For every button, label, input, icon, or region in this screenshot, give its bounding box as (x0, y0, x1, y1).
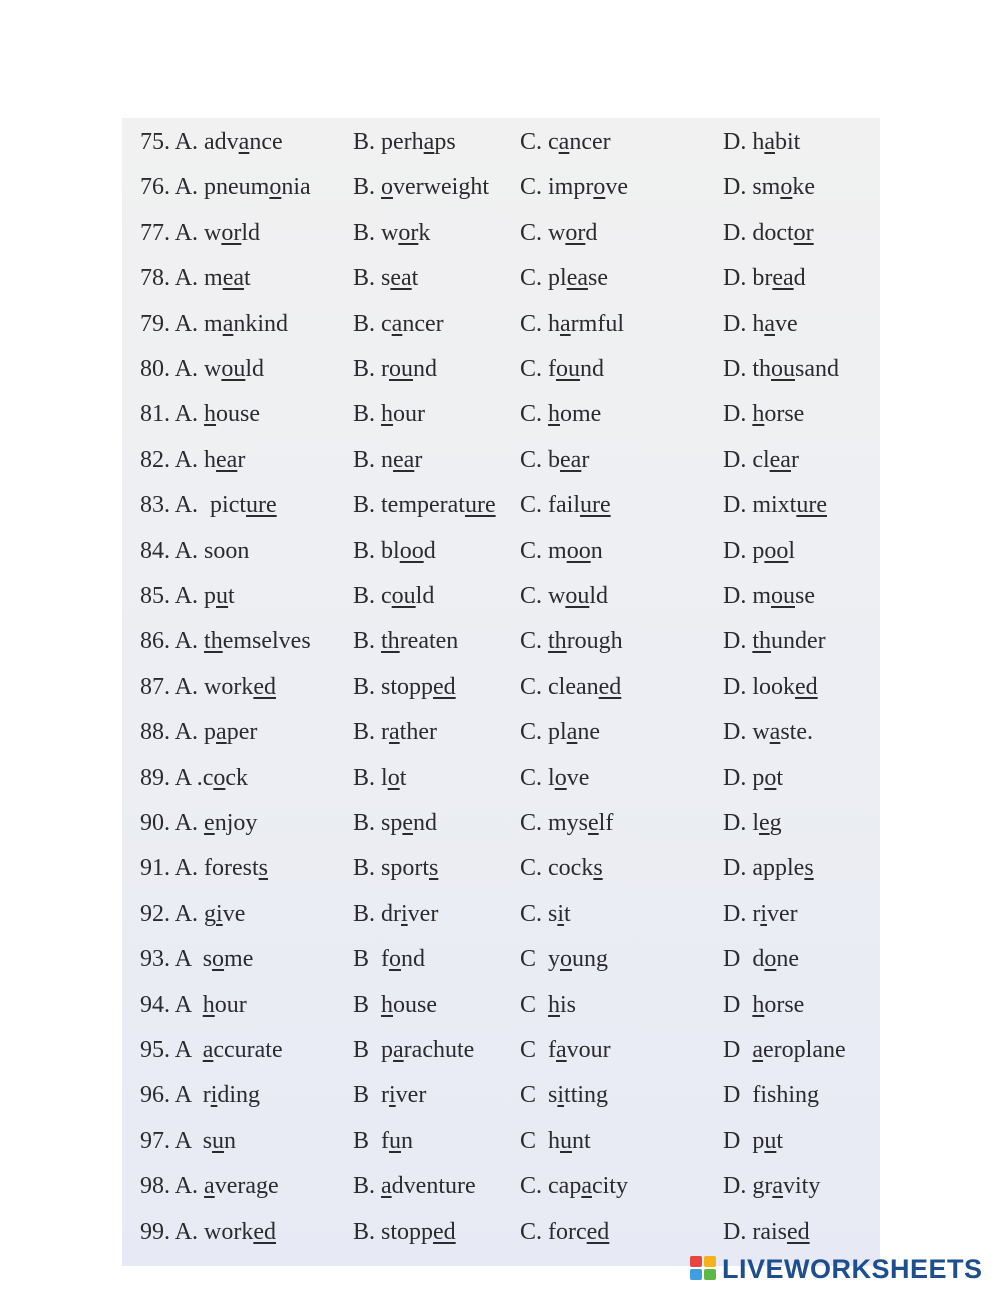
underlined-letters: o (213, 764, 226, 791)
question-number: 87. (140, 673, 175, 700)
underlined-letters: ou (771, 583, 795, 609)
option-d: D. habit (723, 129, 801, 155)
option-c: C his (520, 991, 577, 1018)
option-d: D. thousand (723, 356, 839, 382)
question-row (140, 1030, 900, 1070)
question-number: 96. (140, 1082, 175, 1109)
option-a: 84. A. soon (140, 537, 250, 564)
option-c: C. improve (520, 174, 628, 201)
underlined-letters: a (772, 1173, 783, 1200)
underlined-letters: a (556, 1037, 567, 1063)
underlined-letters: ed (433, 673, 456, 700)
underlined-letters: s (804, 855, 814, 882)
option-a: 87. A. worked (140, 673, 276, 700)
option-b: B. temperature (353, 492, 496, 519)
underlined-letters: oo (764, 537, 789, 564)
option-c: C. capacity (520, 1173, 628, 1200)
underlined-letters: i (557, 1082, 565, 1109)
underlined-letters: th (752, 628, 772, 655)
underlined-letters: i (557, 900, 565, 927)
underlined-letters: th (204, 628, 223, 655)
option-c: C. home (520, 401, 602, 428)
question-number: 76. (140, 174, 175, 201)
underlined-letters: o (389, 946, 401, 973)
option-b: B. could (353, 583, 435, 609)
underlined-letters: s (593, 855, 603, 882)
question-row (140, 531, 900, 571)
option-b: B. cancer (353, 310, 444, 337)
underlined-letters: ea (566, 265, 588, 292)
question-number: 85. (140, 583, 175, 609)
underlined-letters: i (210, 1082, 218, 1109)
underlined-letters: i (401, 900, 408, 927)
underlined-letters: e (588, 810, 599, 836)
underlined-letters: ure (796, 492, 827, 519)
underlined-letters: ou (556, 356, 580, 382)
question-number: 89. (140, 764, 175, 791)
brand-logo (690, 1252, 990, 1286)
underlined-letters: ou (391, 583, 416, 609)
option-d: D aeroplane (723, 1037, 846, 1063)
underlined-letters: oo (399, 537, 424, 564)
underlined-letters: a (769, 719, 781, 746)
option-d: D. pool (723, 537, 796, 564)
option-a: 95. A accurate (140, 1037, 283, 1063)
option-b: B. rather (353, 719, 437, 746)
underlined-letters: h (202, 991, 215, 1018)
underlined-letters: a (202, 1037, 214, 1063)
question-row (140, 349, 900, 389)
option-b: B. overweight (353, 174, 489, 201)
option-d: D. clear (723, 446, 799, 473)
underlined-letters: th (381, 628, 400, 655)
option-b: B parachute (353, 1037, 475, 1063)
question-number: 98. (140, 1173, 175, 1200)
option-a: 98. A. average (140, 1173, 279, 1200)
underlined-letters: a (558, 129, 570, 155)
underlined-letters: u (560, 1127, 573, 1154)
option-c: C favour (520, 1037, 611, 1063)
option-b: B. near (353, 446, 423, 473)
question-number: 90. (140, 810, 175, 836)
underlined-letters: ou (771, 356, 795, 382)
underlined-letters: h (752, 991, 765, 1018)
question-number: 88. (140, 719, 175, 746)
option-c: C. cancer (520, 129, 611, 155)
option-d: D. have (723, 310, 798, 337)
question-row (140, 122, 900, 162)
option-a: 93. A some (140, 946, 254, 973)
underlined-letters: u (216, 583, 229, 609)
option-a: 94. A hour (140, 991, 247, 1018)
question-number: 93. (140, 946, 175, 973)
underlined-letters: o (381, 174, 394, 201)
option-a: 99. A. worked (140, 1218, 276, 1245)
underlined-letters: ou (221, 356, 246, 382)
option-d: D. raised (723, 1218, 810, 1245)
question-row (140, 1166, 900, 1206)
question-row (140, 167, 900, 207)
underlined-letters: ea (772, 265, 794, 292)
question-row (140, 440, 900, 480)
underlined-letters: i (216, 900, 223, 927)
option-d: D. horse (723, 401, 805, 428)
option-d: D. smoke (723, 174, 815, 201)
question-number: 99. (140, 1218, 175, 1245)
option-c: C. failure (520, 492, 611, 519)
underlined-letters: a (389, 719, 400, 746)
option-b: B. threaten (353, 628, 459, 655)
question-number: 83. (140, 492, 175, 519)
option-b: B. spend (353, 810, 438, 836)
underlined-letters: ea (216, 446, 238, 473)
option-d: D fishing (723, 1082, 819, 1109)
option-a: 76. A. pneumonia (140, 174, 311, 201)
question-row (140, 304, 900, 344)
option-c: C. plane (520, 719, 600, 746)
option-d: D. thunder (723, 628, 826, 655)
underlined-letters: ure (464, 492, 496, 519)
option-b: B house (353, 991, 438, 1018)
option-a: 89. A .cock (140, 764, 249, 791)
option-b: B. lot (353, 764, 407, 791)
underlined-letters: o (554, 764, 567, 791)
option-a: 78. A. meat (140, 265, 251, 292)
underlined-letters: ure (580, 492, 611, 519)
option-a: 80. A. would (140, 356, 265, 382)
option-c: C. would (520, 583, 609, 609)
option-b: B. perhaps (353, 129, 456, 155)
underlined-letters: oo (566, 537, 591, 564)
option-c: C. please (520, 265, 608, 292)
option-d: D. apples (723, 855, 814, 882)
option-a: 79. A. mankind (140, 310, 289, 337)
underlined-letters: a (391, 310, 403, 337)
option-d: D. bread (723, 265, 806, 292)
option-d: D. mouse (723, 583, 815, 609)
question-row (140, 394, 900, 434)
option-b: B. blood (353, 537, 436, 564)
question-row (140, 621, 900, 661)
option-c: C. harmful (520, 310, 624, 337)
underlined-letters: or (221, 219, 242, 246)
underlined-letters: h (381, 991, 394, 1018)
question-number: 80. (140, 356, 175, 382)
underlined-letters: o (764, 946, 777, 973)
option-d: D. waste. (723, 719, 813, 746)
underlined-letters: ure (246, 492, 277, 519)
question-row (140, 758, 900, 798)
option-c: C. forced (520, 1218, 610, 1245)
question-row (140, 213, 900, 253)
option-c: C. cleaned (520, 673, 622, 700)
underlined-letters: a (764, 310, 775, 337)
underlined-letters: a (216, 719, 227, 746)
option-c: C. cocks (520, 855, 603, 882)
underlined-letters: o (560, 946, 573, 973)
underlined-letters: h (204, 401, 217, 428)
question-row (140, 712, 900, 752)
option-b: B. stopped (353, 1218, 456, 1245)
option-d: D horse (723, 991, 805, 1018)
underlined-letters: a (566, 719, 578, 746)
question-number: 82. (140, 446, 175, 473)
underlined-letters: a (423, 129, 435, 155)
underlined-letters: e (402, 810, 414, 836)
option-b: B. driver (353, 900, 439, 927)
liveworksheets-logo-icon (690, 1256, 718, 1282)
underlined-letters: a (752, 1037, 763, 1063)
underlined-letters: a (393, 1037, 404, 1063)
underlined-letters: ea (769, 446, 791, 473)
option-c: C. through (520, 628, 623, 655)
underlined-letters: ed (586, 1218, 610, 1245)
question-number: 86. (140, 628, 175, 655)
question-row (140, 803, 900, 843)
underlined-letters: h (548, 991, 561, 1018)
underlined-letters: or (565, 219, 586, 246)
brand-name: LIVEWORKSHEETS (722, 1253, 983, 1284)
underlined-letters: ou (565, 583, 590, 609)
option-b: B. work (353, 219, 431, 246)
underlined-letters: or (398, 219, 419, 246)
underlined-letters: ed (598, 673, 622, 700)
underlined-letters: ou (389, 356, 413, 382)
underlined-letters: h (548, 401, 561, 428)
underlined-letters: o (212, 946, 225, 973)
underlined-letters: h (752, 401, 765, 428)
underlined-letters: ea (222, 265, 244, 292)
option-b: B. stopped (353, 673, 456, 700)
option-b: B. sports (353, 855, 439, 882)
option-d: D. river (723, 900, 798, 927)
option-c: C. love (520, 764, 590, 791)
option-d: D. leg (723, 810, 782, 836)
underlined-letters: a (581, 1173, 592, 1200)
question-row (140, 985, 900, 1025)
option-c: C sitting (520, 1082, 609, 1109)
question-row (140, 258, 900, 298)
question-row (140, 894, 900, 934)
underlined-letters: o (780, 174, 793, 201)
option-c: C. moon (520, 537, 603, 564)
question-number: 75. (140, 129, 175, 155)
option-d: D. mixture (723, 492, 827, 519)
underlined-letters: th (548, 628, 567, 655)
question-number: 94. (140, 991, 175, 1018)
underlined-letters: e (759, 810, 770, 836)
underlined-letters: s (429, 855, 439, 882)
option-d: D put (723, 1127, 784, 1154)
option-c: C. word (520, 219, 598, 246)
question-number: 78. (140, 265, 175, 292)
underlined-letters: a (204, 1173, 215, 1200)
underlined-letters: a (764, 129, 775, 155)
option-a: 85. A. put (140, 583, 235, 609)
question-number: 79. (140, 310, 175, 337)
question-number: 92. (140, 900, 175, 927)
option-c: C. myself (520, 810, 614, 836)
option-b: B. seat (353, 265, 419, 292)
underlined-letters: a (222, 310, 234, 337)
question-row (140, 667, 900, 707)
underlined-letters: ed (253, 673, 276, 700)
option-a: 90. A. enjoy (140, 810, 258, 836)
underlined-letters: e (204, 810, 215, 836)
underlined-letters: h (381, 401, 394, 428)
question-number: 84. (140, 537, 175, 564)
option-a: 97. A sun (140, 1127, 237, 1154)
option-b: B. round (353, 356, 437, 382)
question-row (140, 576, 900, 616)
underlined-letters: a (381, 1173, 392, 1200)
option-a: 75. A. advance (140, 129, 283, 155)
underlined-letters: o (764, 764, 777, 791)
question-number: 91. (140, 855, 175, 882)
underlined-letters: o (269, 174, 282, 201)
option-c: C young (520, 946, 609, 973)
option-a: 83. A. picture (140, 492, 277, 519)
option-d: D. gravity (723, 1173, 821, 1200)
underlined-letters: i (389, 1082, 396, 1109)
option-b: B fond (353, 946, 425, 973)
option-a: 96. A riding (140, 1082, 261, 1109)
underlined-letters: a (560, 310, 571, 337)
option-a: 77. A. world (140, 219, 261, 246)
option-c: C. bear (520, 446, 590, 473)
option-c: C. found (520, 356, 604, 382)
underlined-letters: o (387, 764, 400, 791)
option-a: 82. A. hear (140, 446, 246, 473)
underlined-letters: u (389, 1127, 401, 1154)
option-d: D done (723, 946, 799, 973)
option-b: B river (353, 1082, 427, 1109)
option-b: B. adventure (353, 1173, 476, 1200)
underlined-letters: s (258, 855, 269, 882)
underlined-letters: ea (393, 446, 415, 473)
option-b: B fun (353, 1127, 413, 1154)
underlined-letters: ed (795, 673, 818, 700)
question-row (140, 848, 900, 888)
underlined-letters: o (593, 174, 606, 201)
option-d: D. doctor (723, 219, 814, 246)
underlined-letters: u (764, 1127, 777, 1154)
option-a: 88. A. paper (140, 719, 258, 746)
option-c: C hunt (520, 1127, 591, 1154)
question-number: 95. (140, 1037, 175, 1063)
option-b: B. hour (353, 401, 426, 428)
question-row (140, 485, 900, 525)
question-row (140, 939, 900, 979)
question-number: 81. (140, 401, 175, 428)
underlined-letters: or (793, 219, 814, 246)
question-row (140, 1212, 900, 1252)
question-number: 97. (140, 1127, 175, 1154)
option-a: 92. A. give (140, 900, 246, 927)
option-a: 91. A. forests (140, 855, 269, 882)
underlined-letters: ea (560, 446, 582, 473)
underlined-letters: u (212, 1127, 225, 1154)
underlined-letters: ea (390, 265, 412, 292)
question-row (140, 1075, 900, 1115)
underlined-letters: ed (253, 1218, 276, 1245)
question-row (140, 1121, 900, 1161)
option-d: D. pot (723, 764, 784, 791)
question-number: 77. (140, 219, 175, 246)
underlined-letters: a (238, 129, 250, 155)
underlined-letters: ed (433, 1218, 456, 1245)
option-a: 86. A. themselves (140, 628, 311, 655)
underlined-letters: ed (786, 1218, 810, 1245)
option-d: D. looked (723, 673, 818, 700)
option-c: C. sit (520, 900, 571, 927)
underlined-letters: i (760, 900, 767, 927)
option-a: 81. A. house (140, 401, 261, 428)
